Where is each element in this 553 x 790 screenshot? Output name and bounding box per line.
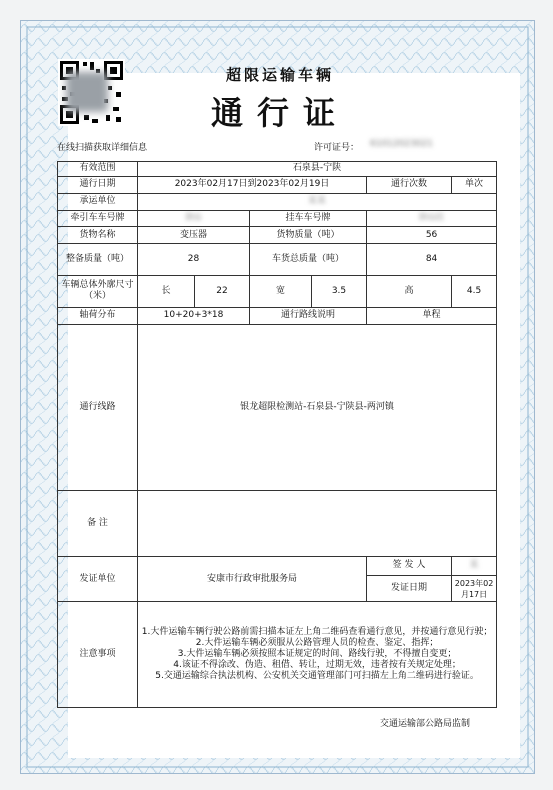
issuer-value: 安康市行政审批服务局 — [138, 556, 367, 601]
issuer-label: 发证单位 — [58, 556, 138, 601]
dimensions-label: 车辆总体外廓尺寸（米） — [58, 276, 138, 308]
date-value: 2023年02月17日到2023年02月19日 — [138, 176, 367, 193]
cargo-name-value: 变压器 — [138, 227, 250, 244]
supervisor-footer: 交通运输部公路局监制 — [380, 719, 471, 729]
width-label: 宽 — [250, 276, 312, 308]
length-label: 长 — [138, 276, 195, 308]
curb-mass-label: 整备质量（吨） — [58, 244, 138, 276]
gross-mass-value: 84 — [367, 244, 497, 276]
trailer-plate-label: 挂车车号牌 — [250, 210, 367, 227]
remark-label: 备 注 — [58, 491, 138, 556]
axle-value: 10+20+3*18 — [138, 307, 250, 324]
issue-date-label: 发证日期 — [367, 575, 452, 601]
height-label: 高 — [367, 276, 452, 308]
length-value: 22 — [195, 276, 250, 308]
route-desc-label: 通行路线说明 — [250, 307, 367, 324]
gross-mass-label: 车货总质量（吨） — [250, 244, 367, 276]
scope-value: 石泉县-宁陕 — [138, 162, 497, 177]
times-value: 单次 — [452, 176, 497, 193]
note-item: 1.大件运输车辆行驶公路前需扫描本证左上角二维码查看通行意见，并按通行意见行驶； — [141, 627, 493, 638]
qr-redaction — [66, 72, 108, 112]
notes-list — [138, 602, 497, 708]
date-label: 通行日期 — [58, 176, 138, 193]
scan-hint: 在线扫描获取详细信息 — [57, 143, 148, 153]
carrier-label: 承运单位 — [58, 193, 138, 210]
signer-value: 某 — [469, 560, 479, 571]
tractor-plate-value: 陕G — [185, 213, 202, 223]
issue-date-value: 2023年02月17日 — [452, 575, 497, 601]
remark-value — [138, 491, 497, 556]
note-item: 4.该证不得涂改、伪造、租借、转让，过期无效，违者按有关规定处理； — [173, 660, 461, 671]
trailer-plate-value: 陕G挂 — [419, 213, 445, 223]
title-line1: 超限运输车辆 — [225, 66, 334, 84]
scope-label: 有效范围 — [58, 162, 138, 177]
route-value: 银龙超限检测站-石泉县-宁陕县-两河镇 — [138, 324, 497, 491]
route-label: 通行线路 — [58, 324, 138, 491]
route-desc-value: 单程 — [367, 307, 497, 324]
permit-label: 许可证号： — [314, 143, 360, 153]
permit-table — [57, 161, 497, 708]
cargo-mass-value: 56 — [367, 227, 497, 244]
note-item: 2.大件运输车辆必须服从公路管理人员的检查、鉴定、指挥； — [195, 638, 439, 649]
note-item: 5.交通运输综合执法机构、公安机关交通管理部门可扫描左上角二维码进行验证。 — [155, 671, 479, 682]
height-value: 4.5 — [452, 276, 497, 308]
cargo-name-label: 货物名称 — [58, 227, 138, 244]
signer-label: 签 发 人 — [367, 556, 452, 575]
carrier-value: 某某 — [308, 196, 327, 207]
curb-mass-value: 28 — [138, 244, 250, 276]
title-line2: 通行证 — [210, 94, 349, 132]
note-item: 3.大件运输车辆必须按照本证规定的时间、路线行驶，不得擅自变更； — [177, 649, 457, 660]
axle-label: 轴荷分布 — [58, 307, 138, 324]
width-value: 3.5 — [312, 276, 367, 308]
tractor-plate-label: 牵引车车号牌 — [58, 210, 138, 227]
permit-number: 61012023021 — [370, 139, 433, 149]
notes-label: 注意事项 — [58, 602, 138, 708]
cargo-mass-label: 货物质量（吨） — [250, 227, 367, 244]
times-label: 通行次数 — [367, 176, 452, 193]
